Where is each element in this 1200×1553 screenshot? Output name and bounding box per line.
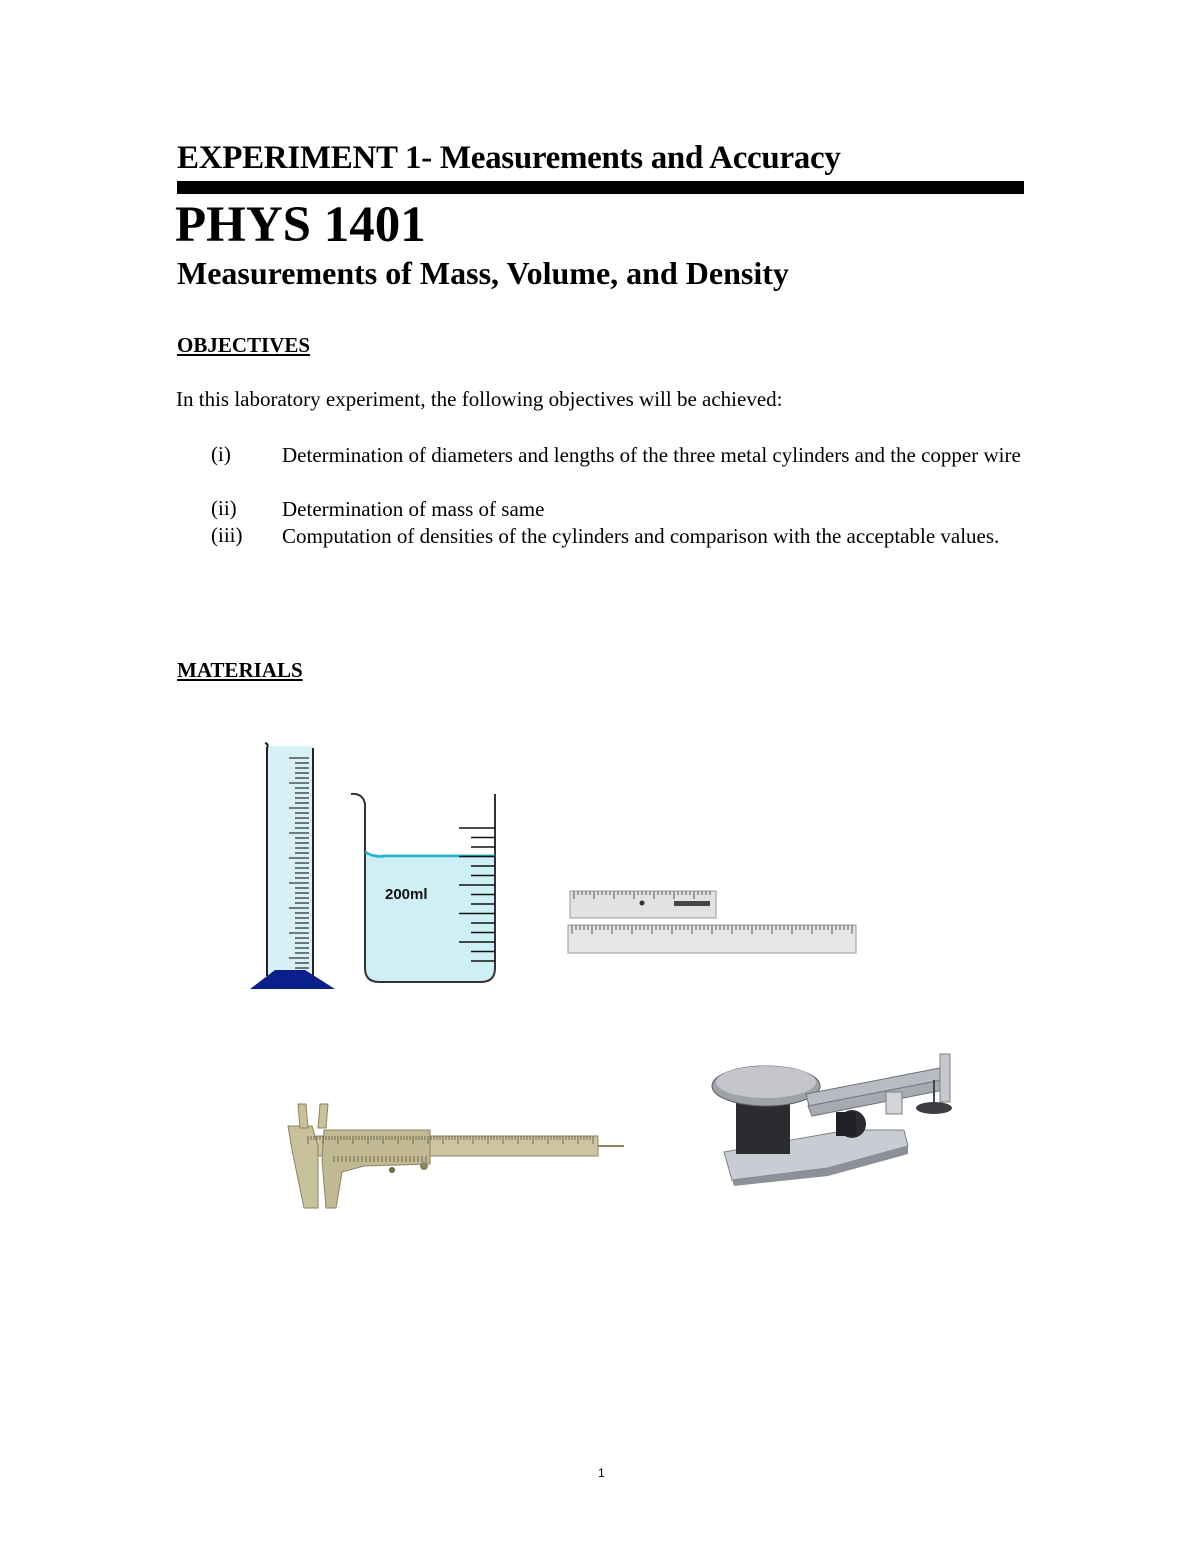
triple-beam-balance-icon — [708, 1050, 956, 1186]
objective-number: (ii) — [211, 496, 237, 520]
beaker-icon — [345, 790, 505, 986]
page-number: 1 — [598, 1466, 605, 1480]
page-subtitle: Measurements of Mass, Volume, and Density — [177, 255, 789, 291]
graduated-cylinder-icon — [245, 740, 340, 992]
objective-number: (i) — [211, 442, 231, 466]
objectives-intro: In this laboratory experiment, the following objectives will be achieved: — [176, 387, 783, 411]
materials-heading: MATERIALS — [177, 658, 303, 682]
experiment-title: EXPERIMENT 1- Measurements and Accuracy — [177, 140, 841, 176]
objective-text: Determination of diameters and lengths of the three metal cylinders and the copper wire — [282, 443, 1021, 467]
rulers-icon — [566, 889, 858, 957]
title-rule — [177, 181, 1024, 194]
course-code: PHYS 1401 — [175, 197, 426, 253]
objective-text: Determination of mass of same — [282, 497, 545, 521]
objectives-heading: OBJECTIVES — [177, 333, 311, 357]
objective-number: (iii) — [211, 523, 243, 547]
objective-text: Computation of densities of the cylinders and comparison with the acceptable values. — [282, 524, 1000, 548]
vernier-caliper-icon — [284, 1100, 626, 1214]
beaker-label: 200ml — [385, 886, 428, 903]
